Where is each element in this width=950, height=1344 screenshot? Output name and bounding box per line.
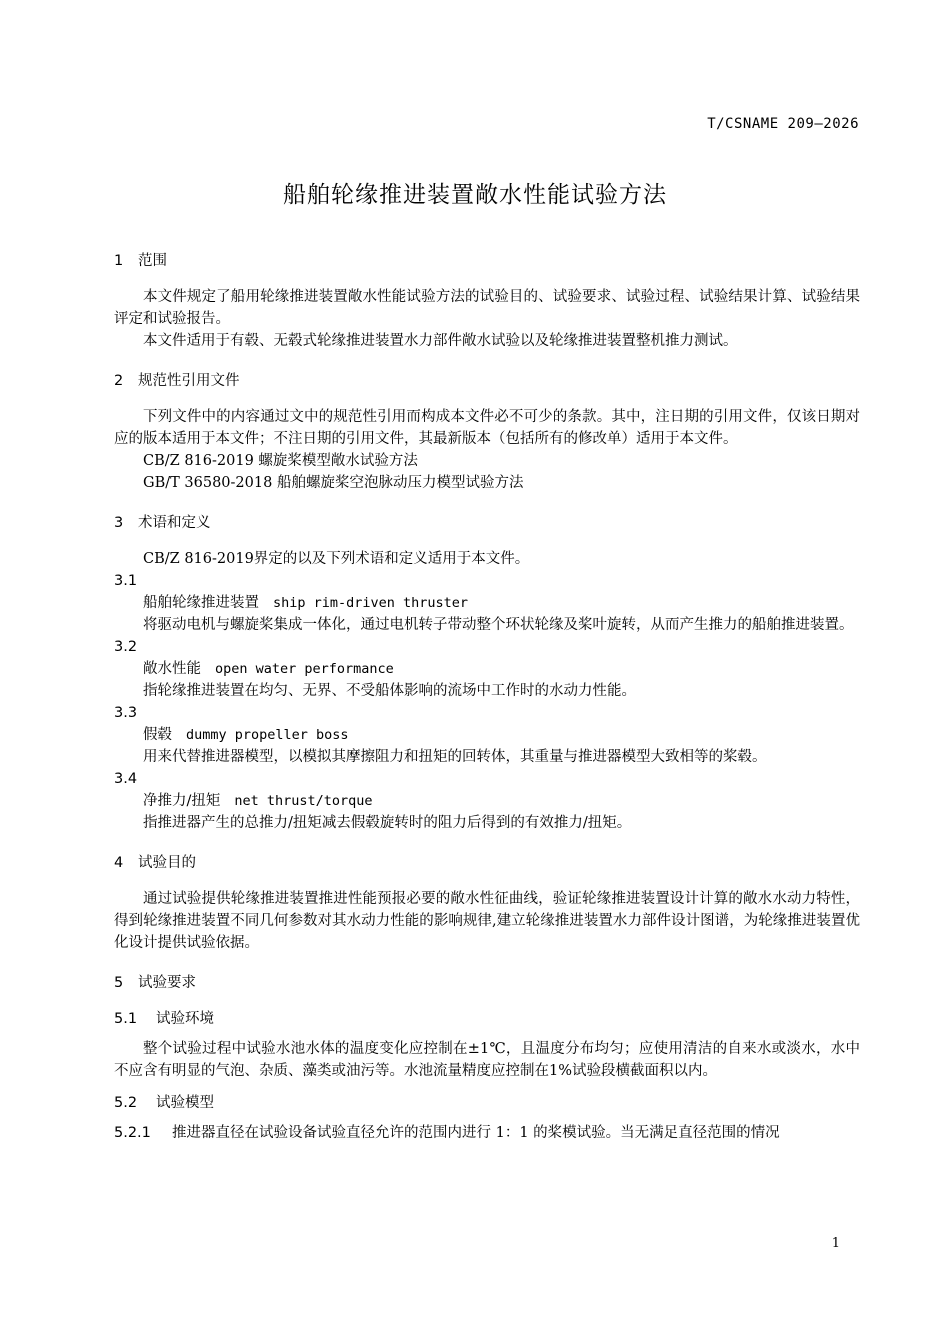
clause-number: 5.2.1 <box>114 1125 151 1141</box>
term-number: 3.4 <box>114 771 138 787</box>
term-name <box>114 658 860 680</box>
term-definition: 用来代替推进器模型，以模拟其摩擦阻力和扭矩的回转体，其重量与推进器模型大致相等的桨毂。 <box>143 749 767 765</box>
section-5-heading <box>114 972 860 994</box>
standard-code: T/CSNAME 209—2026 <box>707 116 859 132</box>
term-en: open water performance <box>215 661 394 677</box>
paragraph: 通过试验提供轮缘推进装置推进性能预报必要的敞水性征曲线，验证轮缘推进装置设计计算的敞水水动力特性，得到轮缘推进装置不同几何参数对其水动力性能的影响规律,建立轮缘推进装置水力部件设计图谱，为轮缘推进装置优化设计提供试验依据。 <box>114 891 860 951</box>
section-number: 5 <box>114 975 124 991</box>
section-3-heading <box>114 512 860 534</box>
term-cn: 净推力/扭矩 <box>143 793 221 809</box>
section-number: 4 <box>114 855 124 871</box>
term-en: dummy propeller boss <box>186 727 349 743</box>
paragraph: 下列文件中的内容通过文中的规范性引用而构成本文件必不可少的条款。其中，注日期的引用文件，仅该日期对应的版本适用于本文件；不注日期的引用文件，其最新版本（包括所有的修改单）适用于本文件。 <box>114 409 860 447</box>
term-number: 3.1 <box>114 573 138 589</box>
section-number: 2 <box>114 373 124 389</box>
section-title: 试验目的 <box>138 855 196 871</box>
term-name <box>114 592 860 614</box>
term-number: 3.2 <box>114 639 138 655</box>
subsection-number: 5.1 <box>114 1011 138 1027</box>
paragraph: 整个试验过程中试验水池水体的温度变化应控制在±1℃，且温度分布均匀；应使用清洁的自来水或淡水，水中不应含有明显的气泡、杂质、藻类或油污等。水池流量精度应控制在1%试验段横截面积以内。 <box>114 1041 860 1079</box>
section-2-heading <box>114 370 860 392</box>
term-cn: 敞水性能 <box>143 661 201 677</box>
section-title: 术语和定义 <box>138 515 211 531</box>
subsection-number: 5.2 <box>114 1095 138 1111</box>
section-title: 范围 <box>138 253 167 269</box>
section-title: 试验要求 <box>138 975 196 991</box>
term-en: ship rim-driven thruster <box>273 595 469 611</box>
section-number: 1 <box>114 253 124 269</box>
section-1-heading <box>114 250 860 272</box>
term-definition: 指推进器产生的总推力/扭矩减去假毂旋转时的阻力后得到的有效推力/扭矩。 <box>143 815 632 831</box>
document-title: 船舶轮缘推进装置敞水性能试验方法 <box>283 182 667 208</box>
term-name <box>114 724 860 746</box>
term-definition: 指轮缘推进装置在均匀、无界、不受船体影响的流场中工作时的水动力性能。 <box>143 683 636 699</box>
clause-text: 推进器直径在试验设备试验直径允许的范围内进行 1：1 的桨模试验。当无满足直径范围的情况 <box>172 1125 780 1141</box>
term-definition: 将驱动电机与螺旋桨集成一体化，通过电机转子带动整个环状轮缘及桨叶旋转，从而产生推力的船舶推进装置。 <box>143 617 854 633</box>
subsection-title: 试验模型 <box>156 1095 214 1111</box>
subsection-5-2-heading <box>114 1092 860 1114</box>
term-number: 3.3 <box>114 705 138 721</box>
section-4-heading <box>114 852 860 874</box>
term-cn: 假毂 <box>143 727 172 743</box>
page-number: 1 <box>831 1236 840 1251</box>
subsection-5-1-heading <box>114 1008 860 1030</box>
section-number: 3 <box>114 515 124 531</box>
term-en: net thrust/torque <box>234 793 373 809</box>
normative-reference: GB/T 36580-2018 船舶螺旋桨空泡脉动压力模型试验方法 <box>143 475 524 491</box>
term-name <box>114 790 860 812</box>
clause-5-2-1 <box>114 1122 860 1144</box>
paragraph: 本文件规定了船用轮缘推进装置敞水性能试验方法的试验目的、试验要求、试验过程、试验结果计算、试验结果评定和试验报告。 <box>114 289 860 327</box>
normative-reference: CB/Z 816-2019 螺旋桨模型敞水试验方法 <box>143 453 418 469</box>
paragraph: CB/Z 816-2019界定的以及下列术语和定义适用于本文件。 <box>143 551 530 567</box>
subsection-title: 试验环境 <box>156 1011 214 1027</box>
term-cn: 船舶轮缘推进装置 <box>143 595 259 611</box>
section-title: 规范性引用文件 <box>138 373 240 389</box>
paragraph: 本文件适用于有毂、无毂式轮缘推进装置水力部件敞水试验以及轮缘推进装置整机推力测试。 <box>143 333 738 349</box>
document-body <box>114 250 860 1144</box>
